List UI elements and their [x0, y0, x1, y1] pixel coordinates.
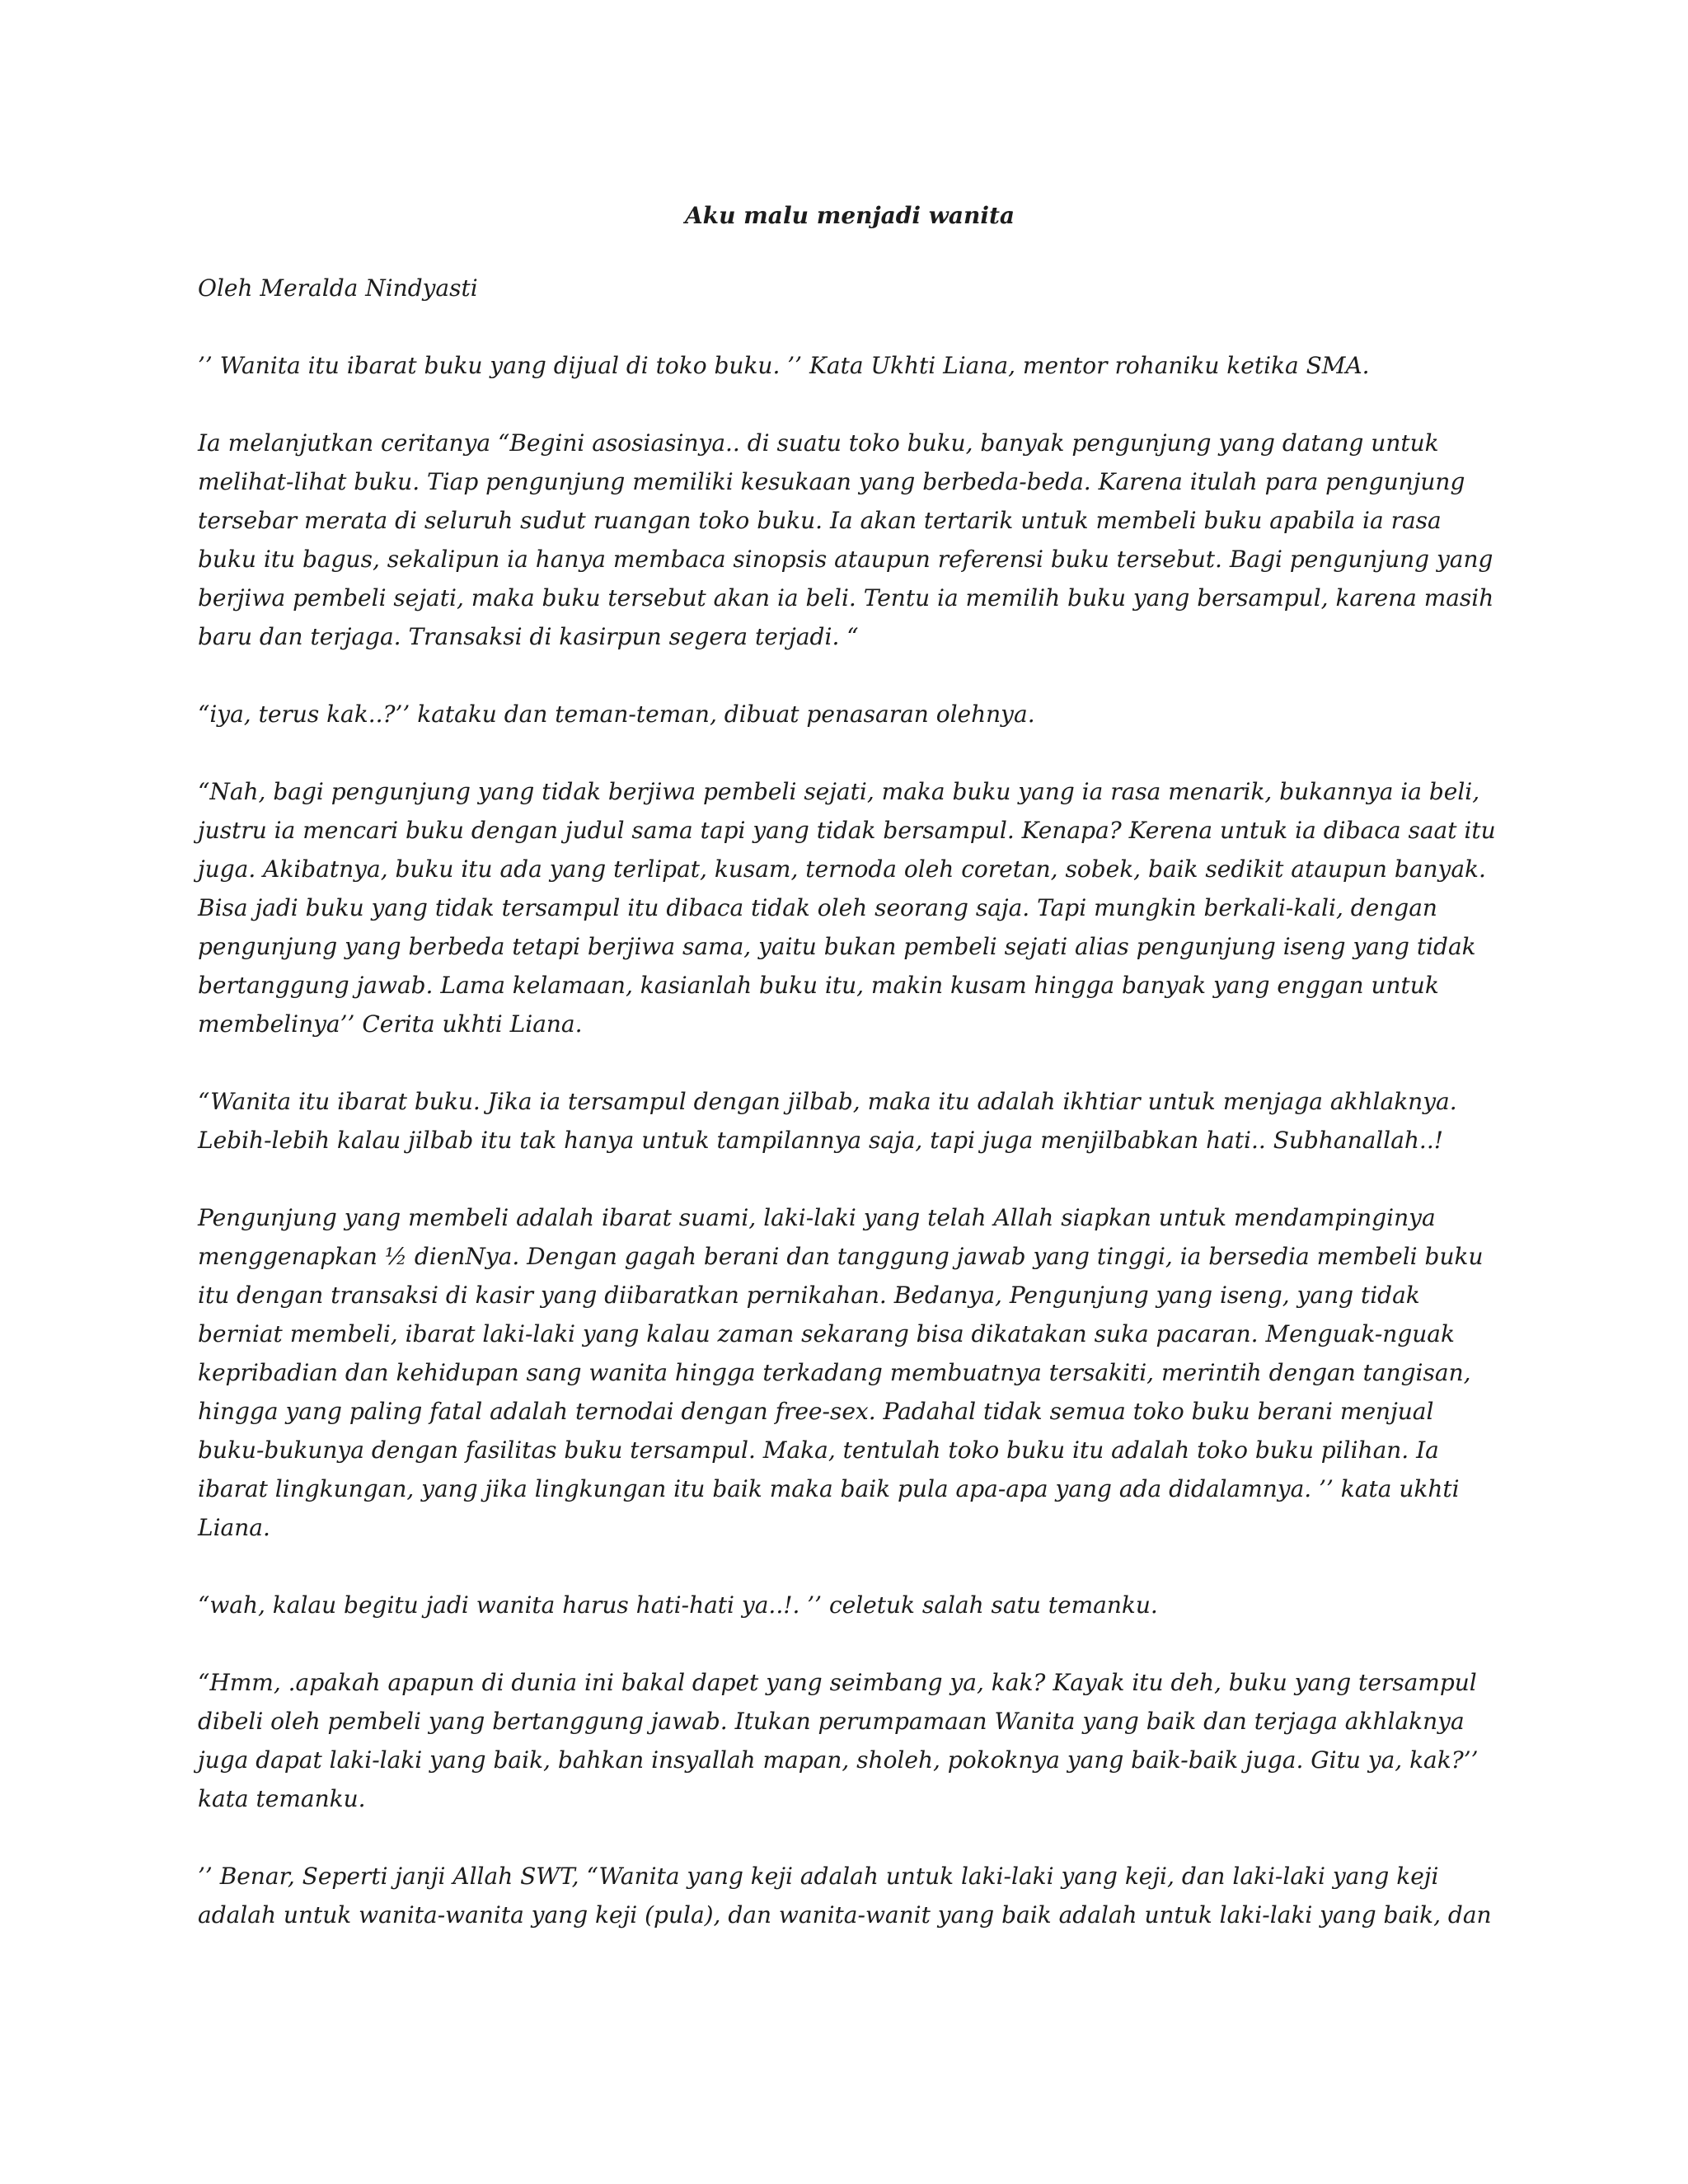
paragraph: “iya, terus kak..?’’ kataku dan teman-teman, dibuat penasaran olehnya.	[198, 701, 1035, 728]
document-title: Aku malu menjadi wanita	[684, 202, 1015, 229]
paragraph: Ia melanjutkan ceritanya “Begini asosiasinya.. di suatu toko buku, banyak pengunjung yang datang untuk melihat-lihat buku. Tiap pengunjung memiliki kesukaan yang berbeda-beda. Karena itulah para pengunjung tersebar merata di seluruh sudut ruangan toko buku. Ia akan tertarik untuk membeli buku apabila ia rasa buku itu bagus, sekalipun ia hanya membaca sinopsis ataupun referensi buku tersebut. Bagi pengunjung yang berjiwa pembeli sejati, maka buku tersebut akan ia beli. Tentu ia memilih buku yang bersampul, karena masih baru dan terjaga. Transaksi di kasirpun segera terjadi. “	[198, 429, 1494, 650]
paragraph: “wah, kalau begitu jadi wanita harus hati-hati ya..!. ’’ celetuk salah satu temanku.	[198, 1591, 1158, 1619]
paragraph: “Hmm, .apakah apapun di dunia ini bakal dapet yang seimbang ya, kak? Kayak itu deh, buku yang tersampul dibeli oleh pembeli yang bertanggung jawab. Itukan perumpamaan Wanita yang baik dan terjaga akhlaknya juga dapat laki-laki yang baik, bahkan insyallah mapan, sholeh, pokoknya yang baik-baik juga. Gitu ya, kak?’’ kata temanku.	[198, 1669, 1479, 1812]
paragraph: ’’ Benar, Seperti janji Allah SWT, “Wanita yang keji adalah untuk laki-laki yang keji, dan laki-laki yang keji adalah untuk wanita-wanita yang keji (pula), dan wanita-wanit yang baik adalah untuk laki-laki yang baik, dan	[198, 1863, 1492, 1929]
author-line: Oleh Meralda Nindyasti	[198, 274, 478, 302]
paragraph: ’’ Wanita itu ibarat buku yang dijual di toko buku. ’’ Kata Ukhti Liana, mentor rohaniku ketika SMA.	[198, 352, 1370, 379]
paragraph: Pengunjung yang membeli adalah ibarat suami, laki-laki yang telah Allah siapkan untuk mendampinginya menggenapkan ½ dienNya. Dengan gagah berani dan tanggung jawab yang tinggi, ia bersedia membeli buku itu dengan transaksi di kasir yang diibaratkan pernikahan. Bedanya, Pengunjung yang iseng, yang tidak berniat membeli, ibarat laki-laki yang kalau zaman sekarang bisa dikatakan suka pacaran. Menguak-nguak kepribadian dan kehidupan sang wanita hingga terkadang membuatnya tersakiti, merintih dengan tangisan, hingga yang paling fatal adalah ternodai dengan free-sex. Padahal tidak semua toko buku berani menjual buku-bukunya dengan fasilitas buku tersampul. Maka, tentulah toko buku itu adalah toko buku pilihan. Ia ibarat lingkungan, yang jika lingkungan itu baik maka baik pula apa-apa yang ada didalamnya. ’’ kata ukhti Liana.	[198, 1204, 1484, 1541]
paragraph: “Nah, bagi pengunjung yang tidak berjiwa pembeli sejati, maka buku yang ia rasa menarik, bukannya ia beli, justru ia mencari buku dengan judul sama tapi yang tidak bersampul. Kenapa? Kerena untuk ia dibaca saat itu juga. Akibatnya, buku itu ada yang terlipat, kusam, ternoda oleh coretan, sobek, baik sedikit ataupun banyak. Bisa jadi buku yang tidak tersampul itu dibaca tidak oleh seorang saja. Tapi mungkin berkali-kali, dengan pengunjung yang berbeda tetapi berjiwa sama, yaitu bukan pembeli sejati alias pengunjung iseng yang tidak bertanggung jawab. Lama kelamaan, kasianlah buku itu, makin kusam hingga banyak yang enggan untuk membelinya’’ Cerita ukhti Liana.	[198, 778, 1496, 1038]
paragraph: “Wanita itu ibarat buku. Jika ia tersampul dengan jilbab, maka itu adalah ikhtiar untuk menjaga akhlaknya. Lebih-lebih kalau jilbab itu tak hanya untuk tampilannya saja, tapi juga menjilbabkan hati.. Subhanallah..!	[198, 1088, 1457, 1154]
document-body	[198, 196, 1502, 1934]
